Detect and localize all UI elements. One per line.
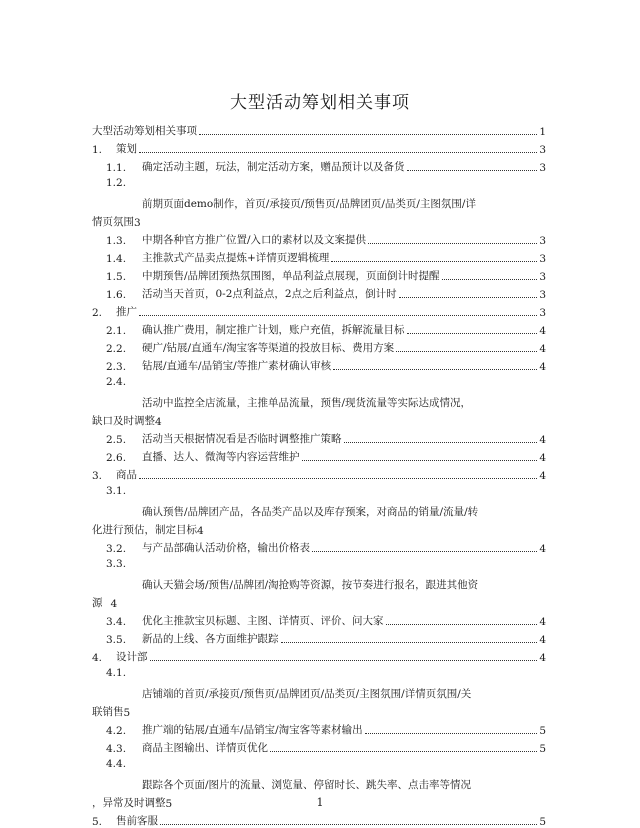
toc-entry-number: 1. bbox=[92, 144, 103, 156]
toc-entry-text: 策划 bbox=[116, 143, 137, 155]
toc-entry-text: 活动当天首页，0-2点利益点，2点之后利益点，倒计时 bbox=[142, 288, 397, 300]
toc-entry-text-last-line[interactable] bbox=[92, 211, 546, 229]
toc-entry-text: 直播、达人、微淘等内容运营维护 bbox=[142, 451, 300, 463]
toc-page-number: 3 bbox=[539, 235, 546, 247]
toc-page-number: 4 bbox=[539, 325, 546, 337]
toc-dot-leader bbox=[281, 632, 538, 643]
toc-page-number: 5 bbox=[539, 725, 546, 737]
toc-entry-number: 4.1. bbox=[106, 667, 127, 679]
toc-dot-leader bbox=[407, 323, 538, 334]
toc-dot-leader bbox=[312, 541, 537, 552]
toc-entry-number-row bbox=[92, 755, 546, 770]
toc-entry-number: 4.4. bbox=[106, 758, 127, 770]
toc-entry-number: 2.3. bbox=[106, 361, 127, 373]
toc-page-number: 5 bbox=[123, 707, 131, 719]
toc-entry-number: 3.1. bbox=[106, 485, 127, 497]
toc-dot-leader bbox=[407, 160, 538, 171]
toc-entry-number: 1.5. bbox=[106, 271, 127, 283]
toc-entry-number-row bbox=[92, 373, 546, 388]
toc-dot-leader bbox=[160, 814, 537, 825]
toc-page-number: 4 bbox=[539, 452, 546, 464]
toc-entry-text: 缺口及时调整 bbox=[92, 415, 155, 427]
toc-page-number: 3 bbox=[539, 289, 546, 301]
toc-dot-leader bbox=[344, 432, 538, 443]
toc-entry-text: ，异常及时调整 bbox=[92, 797, 166, 809]
toc-dot-leader bbox=[199, 124, 537, 135]
toc-entry-text: 大型活动筹划相关事项 bbox=[92, 125, 197, 137]
toc-entry[interactable] bbox=[92, 464, 546, 482]
toc-entry[interactable] bbox=[92, 610, 546, 628]
toc-entry-number: 2.5. bbox=[106, 434, 127, 446]
toc-entry-text-first-line[interactable]: 确认预售/品牌团产品，各品类产品以及库存预案，对商品的销量/流量/转 bbox=[142, 506, 479, 518]
toc-entry[interactable] bbox=[92, 120, 546, 138]
toc-entry-text-first-line[interactable]: 确认天猫会场/预售/品牌团/淘抢购等资源，按节奏进行报名，跟进其他资 bbox=[142, 579, 479, 591]
toc-dot-leader bbox=[139, 305, 537, 316]
toc-entry-text: 新品的上线、各方面维护跟踪 bbox=[142, 633, 279, 645]
toc-dot-leader bbox=[139, 142, 537, 153]
toc-entry[interactable] bbox=[92, 719, 546, 737]
toc-entry-text: 主推款式产品卖点提炼+详情页逻辑梳理 bbox=[142, 252, 330, 264]
toc-entry[interactable] bbox=[92, 537, 546, 555]
toc-entry-text-last-line[interactable] bbox=[92, 592, 546, 610]
toc-entry[interactable] bbox=[92, 138, 546, 156]
toc-entry-number: 2.6. bbox=[106, 452, 127, 464]
toc-entry-number: 1.1. bbox=[106, 162, 127, 174]
toc-page-number: 4 bbox=[539, 361, 546, 373]
toc-entry-number: 1.4. bbox=[106, 253, 127, 265]
toc-page-number: 3 bbox=[539, 253, 546, 265]
toc-entry-number-row bbox=[92, 555, 546, 570]
toc-entry[interactable] bbox=[92, 628, 546, 646]
toc-entry-number: 1.2. bbox=[106, 177, 127, 189]
toc-entry-text-first-line[interactable]: 前期页面demo制作，首页/承接页/预售页/品牌团页/品类页/主图氛围/详 bbox=[142, 198, 476, 210]
toc-dot-leader bbox=[396, 341, 537, 352]
toc-page-number: 3 bbox=[539, 271, 546, 283]
toc-entry-text: 确定活动主题，玩法，制定活动方案，赠品预计以及备货 bbox=[142, 161, 405, 173]
toc-entry-text: 售前客服 bbox=[116, 815, 158, 827]
toc-dot-leader bbox=[150, 650, 538, 661]
toc-entry[interactable] bbox=[92, 646, 546, 664]
toc-entry-text: 中期各种官方推广位置/入口的素材以及文案提供 bbox=[142, 234, 367, 246]
toc-entry-text: 情页氛围 bbox=[92, 216, 134, 228]
toc-dot-leader bbox=[302, 450, 538, 461]
toc-page-number: 5 bbox=[539, 816, 546, 828]
toc-entry-number: 4.3. bbox=[106, 743, 127, 755]
toc-page-number: 4 bbox=[539, 470, 546, 482]
toc-entry[interactable] bbox=[92, 319, 546, 337]
toc-entry[interactable] bbox=[92, 446, 546, 464]
toc-page-number: 4 bbox=[539, 652, 546, 664]
toc-entry-number: 3.5. bbox=[106, 634, 127, 646]
toc-entry-number: 3.2. bbox=[106, 543, 127, 555]
toc-entry[interactable] bbox=[92, 229, 546, 247]
toc-page-number: 4 bbox=[155, 416, 162, 428]
toc-entry-number: 2.4. bbox=[106, 376, 127, 388]
toc-entry-number: 1.3. bbox=[106, 235, 127, 247]
toc-entry-text-first-line[interactable]: 活动中监控全店流量，主推单品流量，预售/现货流量等实际达成情况， bbox=[142, 397, 472, 409]
toc-entry-number-row bbox=[92, 174, 546, 189]
toc-page-number: 5 bbox=[539, 743, 546, 755]
toc-entry-text: 推广 bbox=[116, 306, 137, 318]
toc-entry[interactable] bbox=[92, 283, 546, 301]
toc-entry-number: 2. bbox=[92, 307, 103, 319]
document-title: 大型活动筹划相关事项 bbox=[230, 93, 410, 113]
toc-entry-text: 中期预售/品牌团预热氛围图，单品利益点展现，页面倒计时提醒 bbox=[142, 270, 440, 282]
toc-page-number: 4 bbox=[197, 525, 204, 537]
toc-dot-leader bbox=[331, 251, 537, 262]
toc-entry-text: 源 bbox=[92, 597, 103, 609]
toc-entry-text: 联销售 bbox=[92, 706, 124, 718]
toc-entry-text: 确认推广费用，制定推广计划，账户充值，拆解流量目标 bbox=[142, 324, 405, 336]
toc-dot-leader bbox=[442, 269, 538, 280]
toc-entry[interactable] bbox=[92, 247, 546, 265]
toc-entry[interactable] bbox=[92, 301, 546, 319]
toc-entry[interactable] bbox=[92, 355, 546, 373]
toc-entry[interactable] bbox=[92, 737, 546, 755]
toc-entry[interactable] bbox=[92, 337, 546, 355]
toc-entry-text-last-line[interactable] bbox=[92, 410, 546, 428]
toc-entry-text: 活动当天根据情况看是否临时调整推广策略 bbox=[142, 433, 342, 445]
toc-entry-text: 推广端的钻展/直通车/品销宝/淘宝客等素材输出 bbox=[142, 724, 363, 736]
toc-dot-leader bbox=[333, 359, 537, 370]
page-number: 1 bbox=[316, 796, 324, 809]
toc-entry-text: 优化主推款宝贝标题、主图、详情页、评价、问大家 bbox=[142, 615, 384, 627]
toc-entry-text: 与产品部确认活动价格，输出价格表 bbox=[142, 542, 310, 554]
toc-dot-leader bbox=[368, 233, 537, 244]
toc-entry-number: 4.2. bbox=[106, 725, 127, 737]
toc-dot-leader bbox=[365, 723, 538, 734]
toc-page-number: 4 bbox=[539, 634, 546, 646]
toc-page-number: 3 bbox=[539, 144, 546, 156]
toc-page-number: 3 bbox=[539, 307, 546, 319]
toc-entry-text: 化进行预估，制定目标 bbox=[92, 524, 197, 536]
toc-entry-number: 4. bbox=[92, 652, 103, 664]
toc-page-number: 3 bbox=[134, 217, 141, 229]
toc-entry-number-row bbox=[92, 482, 546, 497]
toc-dot-leader bbox=[399, 287, 538, 298]
toc-entry[interactable] bbox=[92, 428, 546, 446]
toc-entry[interactable] bbox=[92, 156, 546, 174]
toc-entry-text: 硬广/钻展/直通车/淘宝客等渠道的投放目标、费用方案 bbox=[142, 342, 395, 354]
toc-entry-text-last-line[interactable] bbox=[92, 701, 546, 719]
toc-page-number: 4 bbox=[539, 543, 546, 555]
toc-entry-text-first-line[interactable]: 店铺端的首页/承接页/预售页/品牌团页/品类页/主图氛围/详情页氛围/关 bbox=[142, 688, 472, 700]
toc-entry-number: 2.2. bbox=[106, 343, 127, 355]
toc-entry-number: 3. bbox=[92, 470, 103, 482]
toc-page-number: 4 bbox=[539, 343, 546, 355]
toc-page-number: 3 bbox=[539, 162, 546, 174]
toc-page-number: 4 bbox=[110, 598, 118, 610]
toc-entry-text: 设计部 bbox=[116, 651, 148, 663]
toc-entry-number: 3.4. bbox=[106, 616, 127, 628]
toc-entry-text-first-line[interactable]: 跟踪各个页面/图片的流量、浏览量、停留时长、跳失率、点击率等情况 bbox=[142, 779, 472, 791]
toc-dot-leader bbox=[139, 468, 537, 479]
toc-entry[interactable] bbox=[92, 810, 546, 828]
toc-page-number: 1 bbox=[539, 126, 546, 138]
toc-page-number: 4 bbox=[539, 434, 546, 446]
toc-entry-number: 5. bbox=[92, 816, 103, 828]
table-of-contents bbox=[92, 120, 546, 828]
toc-entry[interactable] bbox=[92, 265, 546, 283]
toc-entry-text: 商品 bbox=[116, 469, 137, 481]
toc-entry-text-last-line[interactable] bbox=[92, 519, 546, 537]
toc-dot-leader bbox=[270, 741, 537, 752]
toc-entry-number: 1.6. bbox=[106, 289, 127, 301]
toc-dot-leader bbox=[386, 614, 538, 625]
toc-entry-text: 商品主图输出、详情页优化 bbox=[142, 742, 268, 754]
toc-entry-number: 2.1. bbox=[106, 325, 127, 337]
toc-entry-number: 3.3. bbox=[106, 558, 127, 570]
toc-page-number: 5 bbox=[165, 798, 173, 810]
toc-entry-text: 钻展/直通车/品销宝/等推广素材确认审核 bbox=[142, 360, 332, 372]
toc-entry-number-row bbox=[92, 664, 546, 679]
toc-page-number: 4 bbox=[539, 616, 546, 628]
